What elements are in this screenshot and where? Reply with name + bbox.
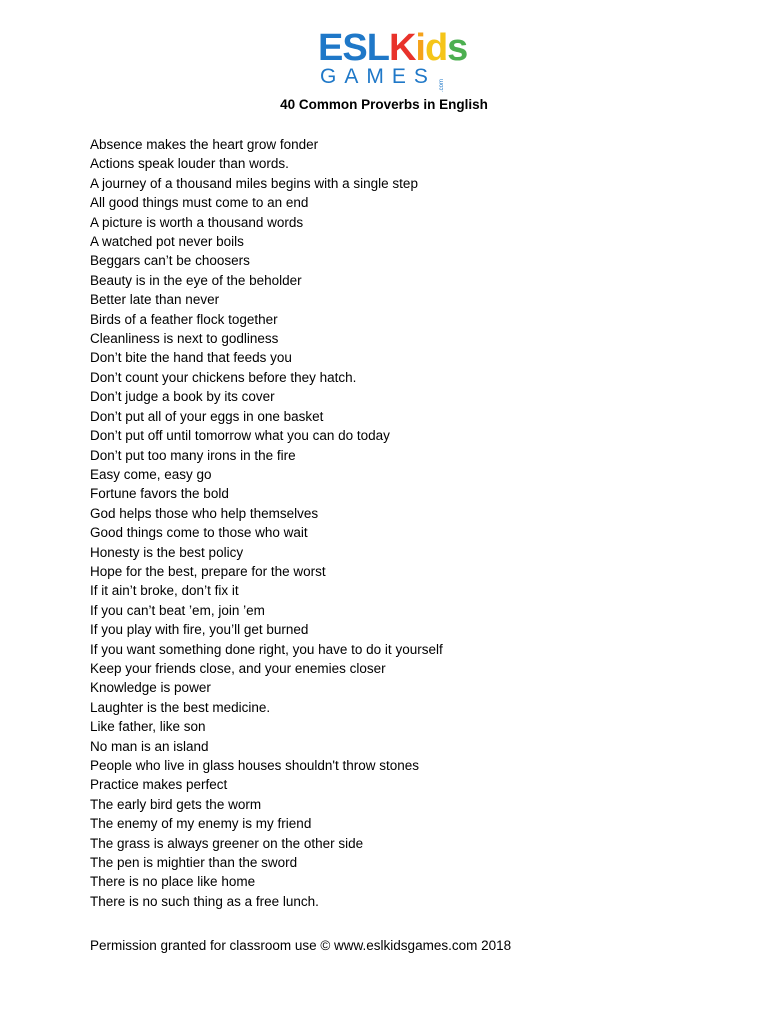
logo-letter: i — [415, 27, 425, 69]
proverb-item: Don’t bite the hand that feeds you — [90, 350, 292, 366]
proverb-item: God helps those who help themselves — [90, 505, 319, 521]
proverb-item: There is no such thing as a free lunch. — [90, 893, 319, 909]
proverb-item: If you can’t beat ’em, join ’em — [90, 602, 265, 618]
proverb-item: The early bird gets the worm — [90, 796, 262, 812]
logo-letter: E — [318, 27, 343, 69]
proverb-item: Beauty is in the eye of the beholder — [90, 272, 302, 288]
eslkidsgames-logo — [318, 27, 468, 92]
proverb-item: Like father, like son — [90, 719, 206, 735]
proverb-item: Actions speak louder than words. — [90, 156, 289, 172]
proverb-item: Don’t put all of your eggs in one basket — [90, 408, 324, 424]
proverb-item: The grass is always greener on the other side — [90, 835, 364, 851]
proverb-item: Don’t put too many irons in the fire — [90, 447, 296, 463]
proverb-item: The pen is mightier than the sword — [90, 855, 298, 871]
proverb-item: Knowledge is power — [90, 680, 211, 696]
proverb-item: Laughter is the best medicine. — [90, 699, 271, 715]
proverb-item: Don’t judge a book by its cover — [90, 389, 275, 405]
proverb-item: Good things come to those who wait — [90, 525, 308, 541]
proverb-item: A picture is worth a thousand words — [90, 214, 304, 230]
proverb-item: There is no place like home — [90, 874, 256, 890]
proverb-item: Easy come, easy go — [90, 466, 212, 482]
proverb-item: Fortune favors the bold — [90, 486, 229, 502]
proverb-item: If you want something done right, you have to do it yourself — [90, 641, 443, 657]
proverb-item: Don’t count your chickens before they hatch. — [90, 369, 357, 385]
proverb-item: If you play with fire, you’ll get burned — [90, 622, 309, 638]
proverb-item: People who live in glass houses shouldn't throw stones — [90, 758, 420, 773]
proverb-list — [90, 135, 443, 911]
proverb-item: Absence makes the heart grow fonder — [90, 137, 319, 152]
proverb-item: The enemy of my enemy is my friend — [90, 816, 312, 832]
proverb-item: Keep your friends close, and your enemies closer — [90, 660, 386, 676]
logo-letter: K — [388, 27, 416, 69]
logo-letter: d — [424, 27, 448, 69]
logo-domain-suffix: .com — [439, 78, 445, 92]
proverb-item: Don’t put off until tomorrow what you can do today — [90, 428, 390, 444]
logo-letter: s — [447, 27, 468, 69]
proverb-item: Better late than never — [90, 292, 220, 308]
proverb-item: A journey of a thousand miles begins with a single step — [90, 175, 418, 191]
proverb-item: If it ain’t broke, don’t fix it — [90, 583, 239, 599]
proverb-item: Hope for the best, prepare for the worst — [90, 563, 326, 579]
logo-letter: S — [342, 27, 367, 69]
proverb-item: Honesty is the best policy — [90, 544, 244, 560]
page-title: 40 Common Proverbs in English — [280, 97, 488, 112]
logo-wordmark — [318, 28, 467, 68]
proverb-item: All good things must come to an end — [90, 195, 309, 211]
proverb-item: A watched pot never boils — [90, 234, 244, 250]
proverb-item: No man is an island — [90, 738, 209, 754]
logo-letter: L — [366, 27, 389, 69]
proverb-item: Beggars can’t be choosers — [90, 253, 250, 269]
proverb-item: Practice makes perfect — [90, 777, 228, 793]
logo-subtitle: GAMES — [320, 65, 436, 88]
proverb-item: Birds of a feather flock together — [90, 311, 278, 327]
permission-footer: Permission granted for classroom use © www.eslkidsgames.com 2018 — [90, 938, 512, 953]
proverb-item: Cleanliness is next to godliness — [90, 331, 279, 347]
